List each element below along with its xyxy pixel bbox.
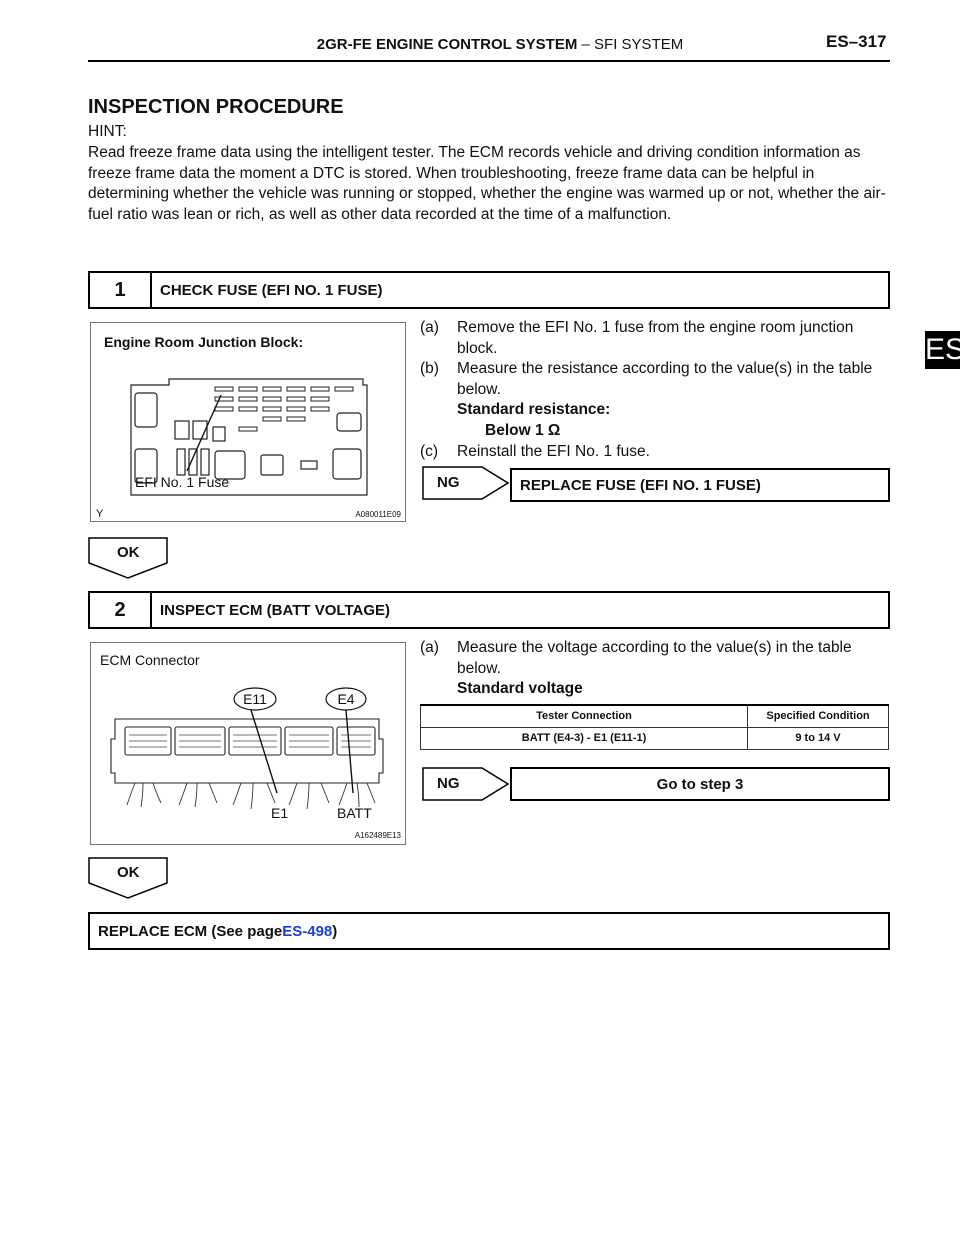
instruction-item — [420, 318, 890, 359]
spec-value: Below 1 Ω — [485, 421, 561, 439]
item-text: Measure the resistance according to the value(s) in the table below. — [457, 360, 873, 398]
figure-title: Engine Room Junction Block: — [104, 334, 304, 350]
item-text: Measure the voltage according to the value(s) in the table below. — [457, 639, 852, 677]
ng-label: NG — [437, 474, 460, 491]
page-reference: ES–317 — [826, 32, 887, 51]
e11-label: E11 — [243, 691, 267, 707]
spec-label: Standard voltage — [457, 680, 583, 698]
table-row — [421, 727, 889, 749]
e1-leader-line — [251, 710, 277, 793]
table-header-cell: Tester Connection — [421, 705, 748, 727]
ng-label: NG — [437, 775, 460, 792]
spec-table-wrap — [420, 704, 889, 750]
ng-action-box — [510, 767, 890, 801]
step-1-header — [88, 271, 890, 309]
item-text: Remove the EFI No. 1 fuse from the engine room junction block. — [457, 319, 854, 357]
e1-label: E1 — [271, 805, 289, 821]
header-system: 2GR-FE ENGINE CONTROL SYSTEM — [316, 36, 578, 53]
e4-label: E4 — [337, 691, 355, 707]
ok-label: OK — [117, 544, 140, 561]
figure-code: A080011E09 — [355, 510, 401, 519]
table-header-cell: Specified Condition — [748, 705, 889, 727]
fuse-row-drawing — [215, 387, 353, 431]
item-marker: (a) — [420, 639, 439, 656]
go-to-step-3-link[interactable]: Go to step 3 — [656, 775, 744, 793]
step-2-instructions — [420, 638, 890, 700]
header-separator: – — [581, 36, 590, 53]
batt-label: BATT — [337, 805, 372, 821]
figure-corner-mark: Y — [96, 508, 104, 520]
ecm-connector-figure — [90, 642, 406, 845]
table-cell: 9 to 14 V — [748, 727, 889, 749]
item-marker: (c) — [420, 442, 439, 460]
header-subsystem: SFI SYSTEM — [594, 36, 684, 53]
section-tab: ES — [925, 331, 960, 369]
step-number: 1 — [90, 273, 152, 307]
item-marker: (b) — [420, 360, 439, 378]
connector-pins-drawing — [129, 735, 371, 747]
table-header-row — [421, 705, 889, 727]
item-text: Reinstall the EFI No. 1 fuse. — [457, 442, 650, 460]
table-cell: BATT (E4-3) - E1 (E11-1) — [421, 727, 748, 749]
es-498-link[interactable]: ES-498 — [282, 922, 333, 940]
intro-text: Read freeze frame data using the intelligent tester. The ECM records vehicle and driving condition information as freeze frame data the moment a DTC is stored. When troubleshooting, freeze frame data can be helpful in determining whether the vehicle was running or stopped, whether the engine was warmed up or not, whether the air-fuel ratio was lean or rich, as well as other data recorded at the time of a malfunction. — [88, 144, 886, 223]
fuse-leader-line — [187, 395, 221, 471]
ecm-body-drawing — [111, 719, 383, 783]
spec-label: Standard resistance: — [457, 401, 611, 419]
junction-block-figure — [90, 322, 406, 522]
final-action-prefix: REPLACE ECM (See page — [98, 922, 283, 940]
step-title: CHECK FUSE (EFI NO. 1 FUSE) — [160, 281, 383, 299]
header-rule — [88, 60, 890, 62]
page-header-title — [270, 36, 730, 53]
item-marker: (a) — [420, 319, 439, 336]
instruction-item — [420, 359, 890, 400]
figure-code: A162489E13 — [354, 831, 401, 840]
step-1-instructions — [420, 318, 890, 462]
instruction-item — [420, 638, 890, 679]
final-action-suffix: ) — [332, 922, 338, 940]
ng-action-text: REPLACE FUSE (EFI NO. 1 FUSE) — [520, 476, 761, 494]
step-title: INSPECT ECM (BATT VOLTAGE) — [160, 601, 390, 619]
ok-label: OK — [117, 864, 140, 881]
final-action-box — [88, 912, 890, 950]
figure-title: ECM Connector — [100, 652, 200, 668]
step-2-header — [88, 591, 890, 629]
inspection-heading: INSPECTION PROCEDURE — [88, 96, 344, 118]
batt-leader-line — [346, 710, 353, 793]
ng-arrow — [422, 466, 510, 500]
step-number: 2 — [90, 593, 152, 627]
spec-table — [420, 704, 889, 750]
instruction-item — [420, 442, 890, 463]
ng-arrow — [422, 767, 510, 801]
ng-action-box — [510, 468, 890, 502]
efi-fuse-callout: EFI No. 1 Fuse — [135, 474, 230, 490]
hint-label: HINT: — [88, 123, 127, 140]
